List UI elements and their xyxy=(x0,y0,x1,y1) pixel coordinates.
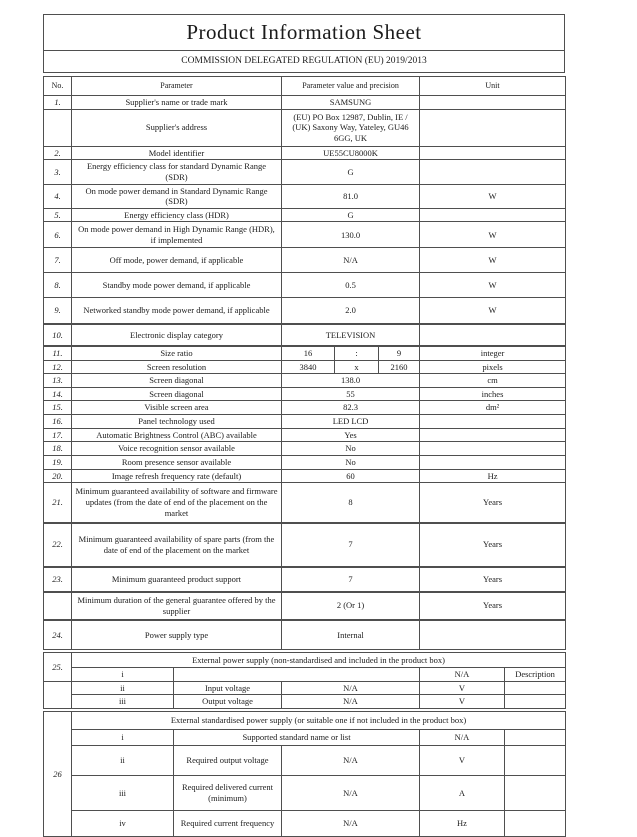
cell-value: Yes xyxy=(282,428,420,442)
cell-value-2: x xyxy=(335,360,379,374)
cell-unit xyxy=(420,620,566,650)
cell-parameter: Required output voltage xyxy=(174,746,282,776)
cell-no: 25. xyxy=(44,653,72,682)
cell-no: 8. xyxy=(44,273,72,298)
cell-value: 81.0 xyxy=(282,184,420,208)
header-value: Parameter value and precision xyxy=(282,77,420,96)
section-26-row-iv xyxy=(44,811,566,837)
row-power-supply-type xyxy=(44,620,566,650)
row-supplier-address xyxy=(44,109,566,146)
parameters-table xyxy=(43,76,566,650)
cell-value: 2 (Or 1) xyxy=(282,592,420,620)
cell-value-1: 3840 xyxy=(282,360,335,374)
cell-value: 2.0 xyxy=(282,298,420,324)
cell-unit: W xyxy=(420,184,566,208)
cell-parameter: Minimum duration of the general guarantee offered by the supplier xyxy=(72,592,282,620)
cell-no: 18. xyxy=(44,442,72,456)
cell-unit: Hz xyxy=(420,469,566,483)
cell-description xyxy=(505,681,566,695)
cell-description xyxy=(505,695,566,709)
cell-no: 11. xyxy=(44,346,72,360)
cell-value: 138.0 xyxy=(282,374,420,388)
column-header-row xyxy=(44,77,566,96)
cell-unit: W xyxy=(420,222,566,248)
cell-unit xyxy=(420,455,566,469)
row-visible-screen-area xyxy=(44,401,566,415)
cell-description: Description xyxy=(505,668,566,682)
cell-value: Internal xyxy=(282,620,420,650)
cell-no: 21. xyxy=(44,483,72,523)
cell-value: 130.0 xyxy=(282,222,420,248)
cell-no: 6. xyxy=(44,222,72,248)
row-supplier-name xyxy=(44,96,566,110)
cell-no: 12. xyxy=(44,360,72,374)
product-information-sheet xyxy=(43,14,565,837)
cell-no xyxy=(44,109,72,146)
row-model-identifier xyxy=(44,146,566,160)
cell-value: G xyxy=(282,208,420,222)
row-display-category xyxy=(44,324,566,346)
cell-value: 8 xyxy=(282,483,420,523)
row-power-demand-hdr xyxy=(44,222,566,248)
cell-parameter: On mode power demand in High Dynamic Range (HDR), if implemented xyxy=(72,222,282,248)
row-spare-parts xyxy=(44,523,566,567)
cell-subindex: i xyxy=(72,668,174,682)
cell-value: N/A xyxy=(282,681,420,695)
cell-no: 26 xyxy=(44,712,72,837)
cell-value: (EU) PO Box 12987, Dublin, IE / (UK) Saxony Way, Yateley, GU46 6GG, UK xyxy=(282,109,420,146)
cell-subindex: ii xyxy=(72,746,174,776)
row-screen-diagonal-inches xyxy=(44,387,566,401)
cell-value: G xyxy=(282,160,420,184)
cell-no: 22. xyxy=(44,523,72,567)
cell-no xyxy=(44,681,72,708)
cell-value: 60 xyxy=(282,469,420,483)
section-26-heading-row xyxy=(44,712,566,730)
section-25-row-i xyxy=(44,668,566,682)
cell-value: SAMSUNG xyxy=(282,96,420,110)
cell-unit xyxy=(420,208,566,222)
cell-no: 3. xyxy=(44,160,72,184)
section-25-row-ii xyxy=(44,681,566,695)
cell-no: 15. xyxy=(44,401,72,415)
cell-no: 20. xyxy=(44,469,72,483)
cell-parameter: Standby mode power demand, if applicable xyxy=(72,273,282,298)
cell-value: 55 xyxy=(282,387,420,401)
cell-parameter: Size ratio xyxy=(72,346,282,360)
row-standby-mode xyxy=(44,273,566,298)
cell-no: 5. xyxy=(44,208,72,222)
cell-unit: inches xyxy=(420,387,566,401)
header-unit: Unit xyxy=(420,77,566,96)
cell-parameter: Image refresh frequency rate (default) xyxy=(72,469,282,483)
title-row xyxy=(44,15,565,51)
cell-unit: Years xyxy=(420,567,566,592)
cell-unit: W xyxy=(420,273,566,298)
cell-value: 82.3 xyxy=(282,401,420,415)
cell-parameter: Screen diagonal xyxy=(72,374,282,388)
cell-unit: V xyxy=(420,681,505,695)
cell-parameter: Automatic Brightness Control (ABC) available xyxy=(72,428,282,442)
cell-parameter: Required delivered current (minimum) xyxy=(174,776,282,811)
section-26-row-i xyxy=(44,730,566,746)
external-standardised-power-supply-table xyxy=(43,711,566,837)
row-voice-recognition xyxy=(44,442,566,456)
cell-no: 19. xyxy=(44,455,72,469)
title-table xyxy=(43,14,565,73)
cell-subindex: iii xyxy=(72,695,174,709)
cell-parameter: On mode power demand in Standard Dynamic Range (SDR) xyxy=(72,184,282,208)
cell-value: N/A xyxy=(282,811,420,837)
cell-no xyxy=(44,592,72,620)
cell-value: TELEVISION xyxy=(282,324,420,346)
section-25-heading-row xyxy=(44,653,566,668)
section-heading: External standardised power supply (or suitable one if not included in the product box) xyxy=(72,712,566,730)
cell-parameter: Visible screen area xyxy=(72,401,282,415)
cell-description xyxy=(505,730,566,746)
regulation-row xyxy=(44,51,565,73)
cell-value: N/A xyxy=(282,746,420,776)
cell-unit xyxy=(420,324,566,346)
cell-description xyxy=(505,746,566,776)
cell-no: 7. xyxy=(44,248,72,273)
cell-no: 24. xyxy=(44,620,72,650)
cell-no: 10. xyxy=(44,324,72,346)
cell-value-3: 9 xyxy=(379,346,420,360)
cell-parameter: Minimum guaranteed availability of spare parts (from the date of end of the placement on the market xyxy=(72,523,282,567)
row-off-mode xyxy=(44,248,566,273)
cell-no: 2. xyxy=(44,146,72,160)
row-energy-class-sdr xyxy=(44,160,566,184)
cell-value: No xyxy=(282,455,420,469)
cell-parameter: Voice recognition sensor available xyxy=(72,442,282,456)
row-refresh-rate xyxy=(44,469,566,483)
cell-unit: W xyxy=(420,298,566,324)
cell-unit: N/A xyxy=(420,668,505,682)
cell-unit: Years xyxy=(420,523,566,567)
cell-unit: A xyxy=(420,776,505,811)
row-energy-class-hdr xyxy=(44,208,566,222)
row-general-guarantee xyxy=(44,592,566,620)
row-product-support xyxy=(44,567,566,592)
cell-unit: dm² xyxy=(420,401,566,415)
cell-parameter: Minimum guaranteed availability of software and firmware updates (from the date of end of the placement on the market xyxy=(72,483,282,523)
cell-value: No xyxy=(282,442,420,456)
header-parameter: Parameter xyxy=(72,77,282,96)
cell-value: N/A xyxy=(282,248,420,273)
cell-no: 1. xyxy=(44,96,72,110)
cell-parameter: Power supply type xyxy=(72,620,282,650)
cell-unit: W xyxy=(420,248,566,273)
cell-value: 7 xyxy=(282,523,420,567)
row-networked-standby xyxy=(44,298,566,324)
cell-unit xyxy=(420,146,566,160)
external-power-supply-table xyxy=(43,652,566,709)
cell-parameter: Supported standard name or list xyxy=(174,730,420,746)
row-screen-resolution xyxy=(44,360,566,374)
cell-subindex: i xyxy=(72,730,174,746)
cell-no: 23. xyxy=(44,567,72,592)
cell-unit: pixels xyxy=(420,360,566,374)
cell-value: 0.5 xyxy=(282,273,420,298)
cell-parameter: Screen diagonal xyxy=(72,387,282,401)
row-software-updates xyxy=(44,483,566,523)
cell-parameter: Networked standby mode power demand, if applicable xyxy=(72,298,282,324)
cell-value: LED LCD xyxy=(282,415,420,429)
cell-unit: N/A xyxy=(420,730,505,746)
cell-parameter: Electronic display category xyxy=(72,324,282,346)
cell-parameter: Screen resolution xyxy=(72,360,282,374)
cell-no: 13. xyxy=(44,374,72,388)
cell-value-2: : xyxy=(335,346,379,360)
row-screen-diagonal-cm xyxy=(44,374,566,388)
cell-subindex: ii xyxy=(72,681,174,695)
cell-unit xyxy=(420,96,566,110)
row-size-ratio xyxy=(44,346,566,360)
cell-no: 17. xyxy=(44,428,72,442)
cell-parameter: Off mode, power demand, if applicable xyxy=(72,248,282,273)
cell-no: 9. xyxy=(44,298,72,324)
cell-description xyxy=(505,776,566,811)
cell-subindex: iv xyxy=(72,811,174,837)
cell-unit: cm xyxy=(420,374,566,388)
header-no: No. xyxy=(44,77,72,96)
cell-value-1: 16 xyxy=(282,346,335,360)
cell-unit: integer xyxy=(420,346,566,360)
cell-no: 14. xyxy=(44,387,72,401)
cell-parameter: Minimum guaranteed product support xyxy=(72,567,282,592)
cell-no: 16. xyxy=(44,415,72,429)
cell-parameter: Supplier's address xyxy=(72,109,282,146)
regulation-text: COMMISSION DELEGATED REGULATION (EU) 2019/2013 xyxy=(44,51,565,73)
section-heading: External power supply (non-standardised and included in the product box) xyxy=(72,653,566,668)
cell-value: 7 xyxy=(282,567,420,592)
cell-parameter: Energy efficiency class (HDR) xyxy=(72,208,282,222)
cell-parameter: Panel technology used xyxy=(72,415,282,429)
cell-unit: Hz xyxy=(420,811,505,837)
cell-value: N/A xyxy=(282,695,420,709)
cell-subindex: iii xyxy=(72,776,174,811)
cell-parameter: Supplier's name or trade mark xyxy=(72,96,282,110)
row-room-presence-sensor xyxy=(44,455,566,469)
cell-parameter: Input voltage xyxy=(174,681,282,695)
cell-unit: V xyxy=(420,746,505,776)
cell-parameter: Output voltage xyxy=(174,695,282,709)
cell-unit xyxy=(420,428,566,442)
cell-unit xyxy=(420,442,566,456)
row-panel-technology xyxy=(44,415,566,429)
cell-no: 4. xyxy=(44,184,72,208)
cell-unit xyxy=(420,160,566,184)
row-abc-available xyxy=(44,428,566,442)
cell-unit: V xyxy=(420,695,505,709)
cell-parameter: Model identifier xyxy=(72,146,282,160)
cell-value-3: 2160 xyxy=(379,360,420,374)
cell-parameter: Room presence sensor available xyxy=(72,455,282,469)
cell-value: UE55CU8000K xyxy=(282,146,420,160)
cell-parameter: Energy efficiency class for standard Dynamic Range (SDR) xyxy=(72,160,282,184)
cell-unit: Years xyxy=(420,483,566,523)
row-power-demand-sdr xyxy=(44,184,566,208)
cell-parameter xyxy=(174,668,420,682)
section-26-row-ii xyxy=(44,746,566,776)
section-25-row-iii xyxy=(44,695,566,709)
cell-parameter: Required current frequency xyxy=(174,811,282,837)
cell-unit xyxy=(420,109,566,146)
cell-description xyxy=(505,811,566,837)
cell-unit: Years xyxy=(420,592,566,620)
cell-value: N/A xyxy=(282,776,420,811)
cell-unit xyxy=(420,415,566,429)
page-title: Product Information Sheet xyxy=(44,15,565,51)
section-26-row-iii xyxy=(44,776,566,811)
